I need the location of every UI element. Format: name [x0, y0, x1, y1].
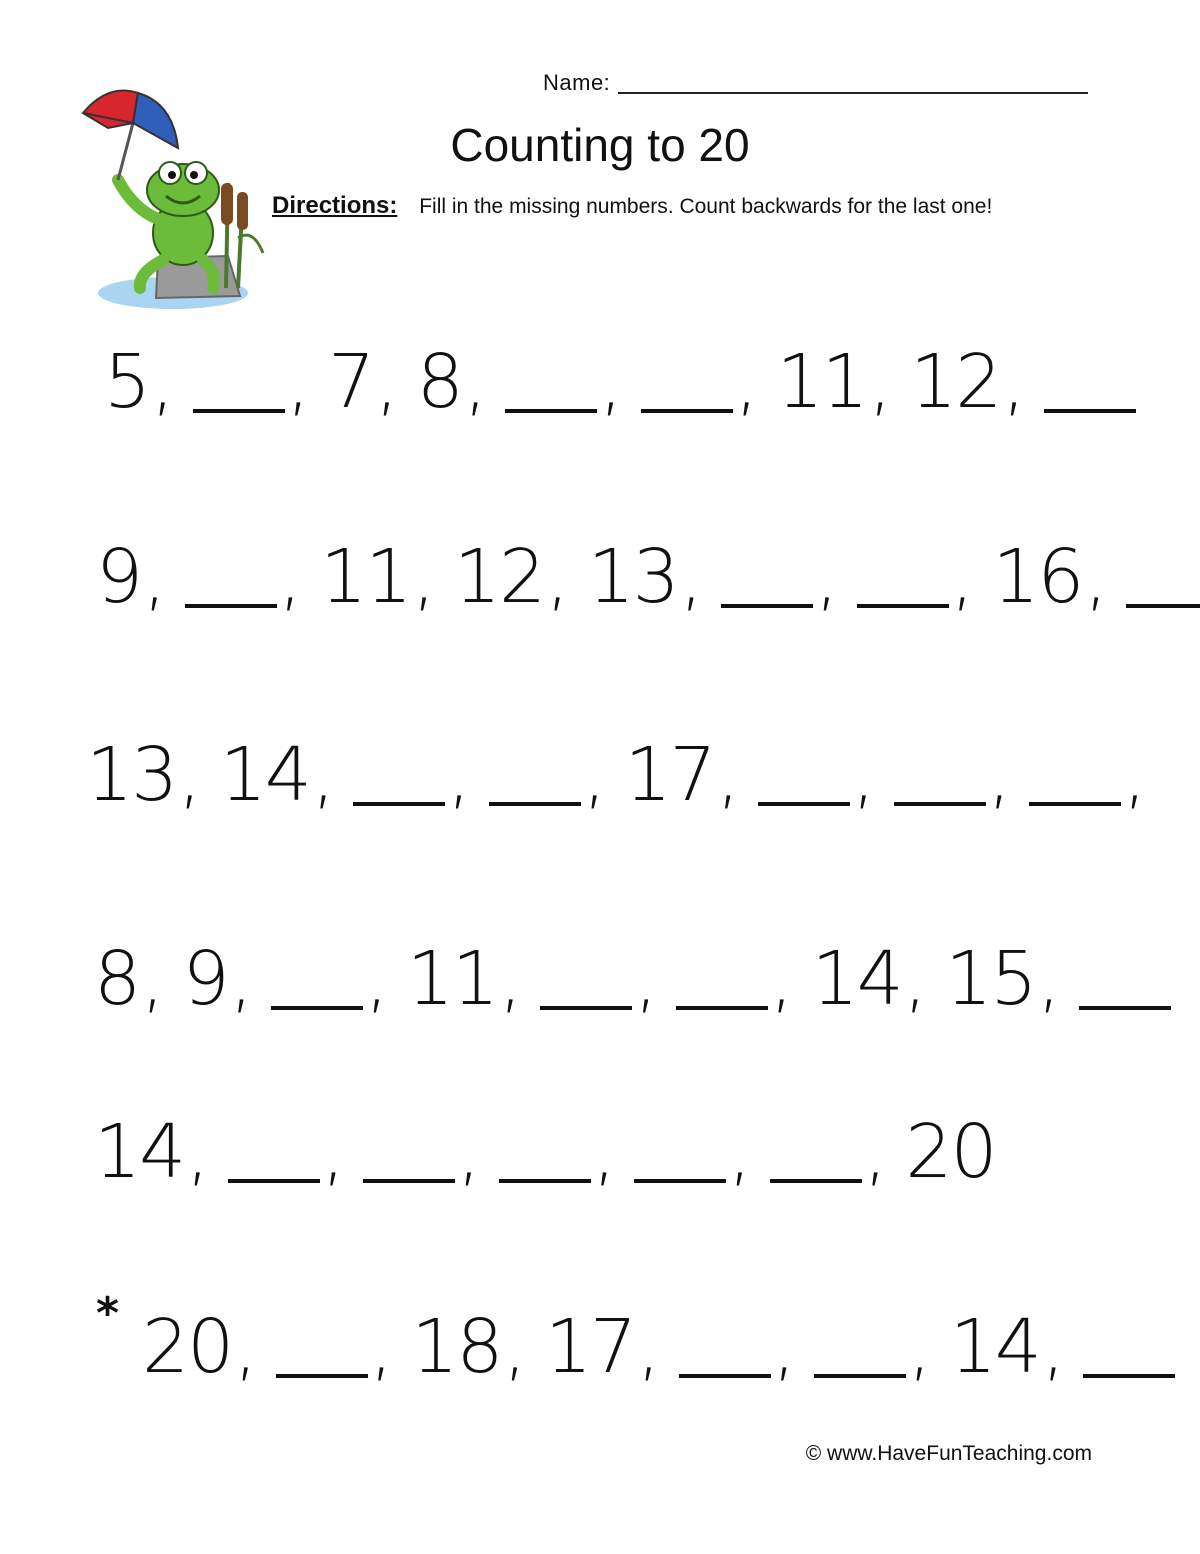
- answer-blank-line[interactable]: [857, 604, 949, 608]
- sequence-row: [94, 936, 1191, 1022]
- comma: ,: [1084, 534, 1107, 620]
- footer-copyright: © www.HaveFunTeaching.com: [805, 1442, 1092, 1465]
- comma: ,: [592, 1109, 615, 1195]
- comma: ,: [447, 732, 469, 818]
- answer-blank: [857, 534, 973, 620]
- sequence-row: [86, 732, 1165, 818]
- comma: ,: [679, 534, 702, 620]
- sequence-row: [96, 534, 1200, 620]
- answer-blank: [228, 1109, 344, 1195]
- number-text: 5: [104, 339, 150, 425]
- comma: ,: [903, 936, 926, 1022]
- answer-blank-line[interactable]: [814, 1374, 906, 1378]
- page-title: Counting to 20: [450, 119, 750, 171]
- number-text: 11: [776, 339, 867, 425]
- answer-blank-line[interactable]: [540, 1006, 632, 1010]
- comma: ,: [229, 936, 252, 1022]
- number-text: 12: [910, 339, 1001, 425]
- answer-blank-line[interactable]: [271, 1006, 363, 1010]
- comma: ,: [178, 732, 200, 818]
- answer-blank: [679, 1304, 795, 1390]
- number-text: 13: [86, 732, 177, 818]
- answer-blank: [641, 339, 757, 425]
- number-text: 20: [142, 1304, 233, 1390]
- number-text: 20: [905, 1109, 996, 1195]
- comma: ,: [375, 339, 397, 425]
- answer-blank-line[interactable]: [1044, 409, 1136, 413]
- number-text: 9: [182, 936, 228, 1022]
- given-number: [86, 732, 200, 818]
- given-number: [587, 534, 702, 620]
- given-number: [624, 732, 739, 818]
- comma: ,: [412, 534, 434, 620]
- number-text: 11: [320, 534, 411, 620]
- comma: ,: [634, 936, 657, 1022]
- answer-blank: [814, 1304, 930, 1390]
- given-number: [811, 936, 926, 1022]
- given-number: [992, 534, 1107, 620]
- answer-blank: [363, 1109, 479, 1195]
- comma: ,: [868, 339, 891, 425]
- number-text: 17: [624, 732, 715, 818]
- comma: ,: [457, 1109, 479, 1195]
- comma: ,: [815, 534, 837, 620]
- answer-blank-line[interactable]: [770, 1179, 862, 1183]
- number-text: 12: [453, 534, 545, 620]
- answer-blank: [1029, 732, 1145, 818]
- comma: ,: [863, 1109, 886, 1195]
- given-number: [94, 1109, 208, 1195]
- number-text: 14: [949, 1304, 1040, 1390]
- comma: ,: [728, 1109, 750, 1195]
- comma: ,: [286, 339, 309, 425]
- directions-text: Fill in the missing numbers. Count backwards for the last one!: [419, 195, 993, 218]
- answer-blank: [758, 732, 874, 818]
- given-number: [411, 1304, 525, 1390]
- number-text: 8: [94, 936, 140, 1022]
- number-text: 18: [411, 1304, 502, 1390]
- answer-blank-line[interactable]: [228, 1179, 320, 1183]
- answer-blank-line[interactable]: [1029, 802, 1121, 806]
- comma: ,: [734, 339, 757, 425]
- answer-blank-line[interactable]: [505, 409, 597, 413]
- answer-blank: [540, 936, 657, 1022]
- answer-blank-line[interactable]: [641, 409, 733, 413]
- answer-blank: [193, 339, 309, 425]
- number-text: 9: [96, 534, 142, 620]
- given-number: [94, 936, 163, 1022]
- comma: ,: [369, 1304, 392, 1390]
- answer-blank-line[interactable]: [676, 1006, 768, 1010]
- number-text: 13: [587, 534, 678, 620]
- answer-blank: [1044, 409, 1136, 419]
- number-text: 16: [992, 534, 1083, 620]
- number-text: 11: [406, 936, 497, 1022]
- number-text: 8: [416, 339, 462, 425]
- number-text: 14: [219, 732, 310, 818]
- comma: ,: [950, 534, 973, 620]
- answer-blank-line[interactable]: [489, 802, 581, 806]
- answer-blank: [276, 1304, 392, 1390]
- directions-label: Directions:: [272, 192, 398, 219]
- given-number: [776, 339, 891, 425]
- comma: ,: [546, 534, 568, 620]
- comma: ,: [852, 732, 874, 818]
- answer-blank-line[interactable]: [499, 1179, 591, 1183]
- answer-blank-line[interactable]: [363, 1179, 455, 1183]
- answer-blank: [894, 732, 1010, 818]
- comma: ,: [1002, 339, 1024, 425]
- number-text: 14: [811, 936, 902, 1022]
- answer-blank-line[interactable]: [193, 409, 285, 413]
- comma: ,: [141, 936, 163, 1022]
- given-number: [544, 1304, 659, 1390]
- answer-blank: [505, 339, 621, 425]
- comma: ,: [234, 1304, 256, 1390]
- answer-blank-line[interactable]: [353, 802, 445, 806]
- sequence-row: [94, 1109, 1016, 1195]
- answer-blank: [185, 534, 301, 620]
- given-number: [945, 936, 1059, 1022]
- answer-blank-line[interactable]: [185, 604, 277, 608]
- answer-blank: [1083, 1374, 1175, 1384]
- answer-blank-line[interactable]: [721, 604, 813, 608]
- given-number: [320, 534, 434, 620]
- answer-blank-line[interactable]: [1126, 604, 1200, 608]
- comma: ,: [770, 936, 792, 1022]
- answer-blank: [353, 732, 469, 818]
- comma: ,: [1041, 1304, 1064, 1390]
- comma: ,: [186, 1109, 208, 1195]
- number-text: 14: [94, 1109, 185, 1195]
- comma: ,: [772, 1304, 795, 1390]
- comma: ,: [311, 732, 334, 818]
- answer-blank-line[interactable]: [634, 1179, 726, 1183]
- given-number: [905, 1109, 996, 1195]
- backwards-star: *: [96, 1288, 120, 1339]
- sequence-row: [104, 339, 1156, 425]
- given-number: [949, 1304, 1064, 1390]
- comma: ,: [151, 339, 173, 425]
- comma: ,: [637, 1304, 659, 1390]
- given-number: [406, 936, 521, 1022]
- answer-blank-line[interactable]: [894, 802, 986, 806]
- answer-blank: [499, 1109, 615, 1195]
- comma: ,: [908, 1304, 930, 1390]
- comma: ,: [365, 936, 387, 1022]
- comma: ,: [278, 534, 301, 620]
- answer-blank-line[interactable]: [1079, 1006, 1171, 1010]
- given-number: [328, 339, 397, 425]
- given-number: [453, 534, 568, 620]
- comma: ,: [599, 339, 621, 425]
- comma: ,: [143, 534, 165, 620]
- given-number: [910, 339, 1024, 425]
- answer-blank: [489, 732, 605, 818]
- comma: ,: [1037, 936, 1059, 1022]
- answer-blank: [721, 534, 837, 620]
- answer-blank: [676, 936, 792, 1022]
- given-number: [104, 339, 173, 425]
- comma: ,: [498, 936, 521, 1022]
- comma: ,: [503, 1304, 525, 1390]
- answer-blank: [1126, 604, 1200, 614]
- given-number: [142, 1304, 256, 1390]
- comma: ,: [1123, 732, 1145, 818]
- given-number: [182, 936, 252, 1022]
- answer-blank-line[interactable]: [679, 1374, 771, 1378]
- comma: ,: [582, 732, 605, 818]
- answer-blank-line[interactable]: [1083, 1374, 1175, 1378]
- comma: ,: [463, 339, 486, 425]
- answer-blank: [634, 1109, 750, 1195]
- backwards-sequence-row: [142, 1304, 1195, 1390]
- comma: ,: [987, 732, 1010, 818]
- given-number: [96, 534, 165, 620]
- answer-blank-line[interactable]: [758, 802, 850, 806]
- answer-blank: [770, 1109, 886, 1195]
- given-number: [219, 732, 334, 818]
- answer-blank-line[interactable]: [276, 1374, 368, 1378]
- answer-blank: [271, 936, 387, 1022]
- name-label: Name:: [543, 70, 611, 95]
- number-text: 17: [544, 1304, 636, 1390]
- number-text: 7: [328, 339, 374, 425]
- given-number: [416, 339, 486, 425]
- answer-blank: [1079, 1006, 1171, 1016]
- comma: ,: [321, 1109, 344, 1195]
- number-text: 15: [945, 936, 1036, 1022]
- comma: ,: [716, 732, 739, 818]
